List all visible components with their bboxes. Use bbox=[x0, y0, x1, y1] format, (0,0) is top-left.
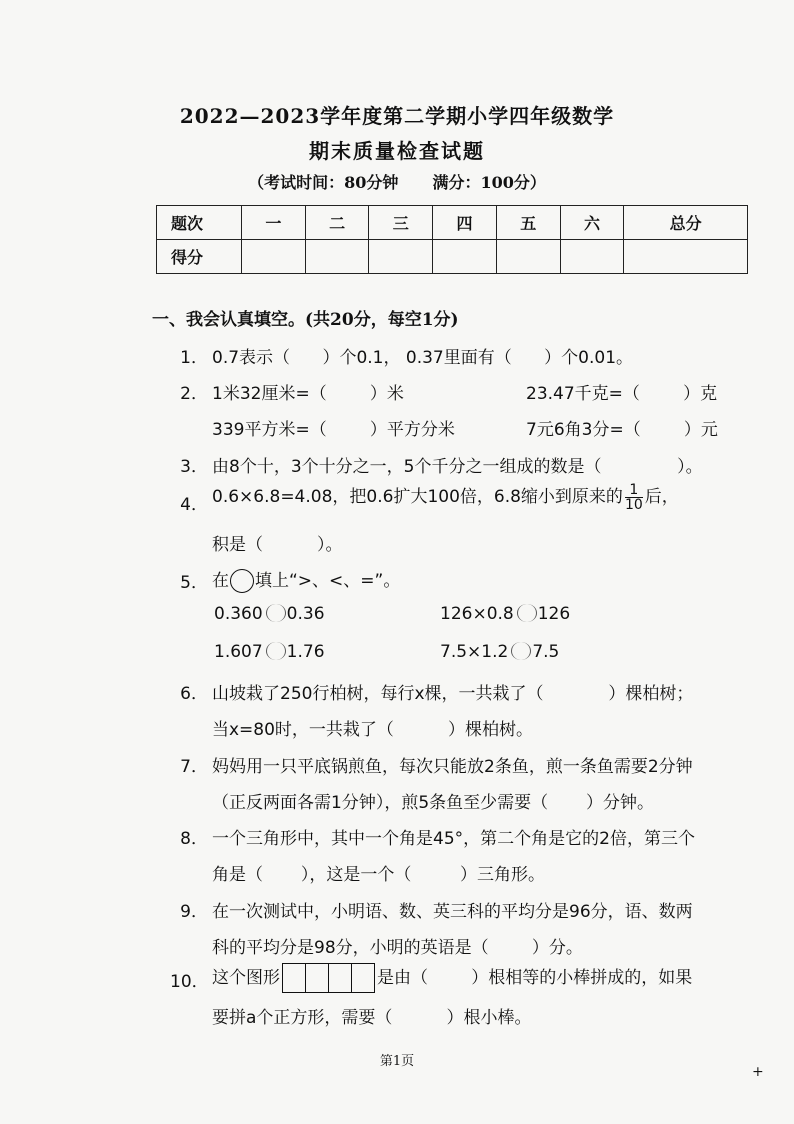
compare-left: 0.360 bbox=[214, 604, 263, 624]
score-table-row-header: 得分 bbox=[157, 240, 242, 274]
score-cell[interactable] bbox=[369, 240, 433, 274]
question-7-line2: （正反两面各需1分钟），煎5条鱼至少需要（ ）分钟。 bbox=[212, 793, 654, 813]
score-table-col: 六 bbox=[560, 206, 624, 240]
question-number: 7． bbox=[180, 757, 208, 777]
compare-blank[interactable] bbox=[263, 604, 287, 624]
score-table bbox=[156, 205, 748, 274]
question-number: 10． bbox=[170, 972, 209, 992]
question-number: 3． bbox=[180, 457, 208, 477]
question-2d: 7元6角3分=（ ）元 bbox=[526, 420, 718, 440]
score-table-col: 总分 bbox=[624, 206, 748, 240]
compare-right: 1.76 bbox=[286, 642, 325, 662]
question-number: 6． bbox=[180, 684, 208, 704]
exam-info bbox=[0, 170, 794, 193]
question-4 bbox=[212, 482, 679, 512]
circle-icon bbox=[230, 569, 254, 593]
question-1: 0.7表示（ ）个0.1， 0.37里面有（ ）个0.01。 bbox=[212, 348, 634, 368]
compare-right: 126 bbox=[537, 604, 571, 624]
compare-right: 0.36 bbox=[286, 604, 325, 624]
compare-a bbox=[214, 604, 325, 624]
question-number: 8． bbox=[180, 829, 208, 849]
exam-subtitle: 期末质量检查试题 bbox=[309, 139, 485, 163]
question-2a: 1米32厘米=（ ）米 bbox=[212, 384, 404, 404]
question-2b: 23.47千克=（ ）克 bbox=[526, 384, 718, 404]
compare-left: 1.607 bbox=[214, 642, 263, 662]
score-cell[interactable] bbox=[242, 240, 306, 274]
compare-left: 126×0.8 bbox=[440, 604, 514, 624]
question-4-text: 0.6×6.8=4.08，把0.6扩大100倍，6.8缩小到原来的 bbox=[212, 487, 623, 507]
score-cell[interactable] bbox=[624, 240, 748, 274]
question-8-line2: 角是（ ），这是一个（ ）三角形。 bbox=[212, 865, 545, 885]
compare-right: 7.5 bbox=[532, 642, 560, 662]
score-cell[interactable] bbox=[433, 240, 497, 274]
page-number: 第1页 bbox=[379, 1054, 415, 1069]
compare-c bbox=[214, 642, 325, 662]
compare-d bbox=[440, 642, 559, 662]
question-3: 由8个十，3个十分之一，5个千分之一组成的数是（ ）。 bbox=[212, 457, 703, 477]
question-10-line1 bbox=[212, 963, 692, 993]
exam-time: （考试时间：80分钟 bbox=[248, 173, 399, 192]
full-score: 满分：100分） bbox=[432, 173, 546, 192]
score-table-col: 一 bbox=[242, 206, 306, 240]
question-number: 2． bbox=[180, 384, 208, 404]
question-9-line2: 科的平均分是98分，小明的英语是（ ）分。 bbox=[212, 938, 583, 958]
question-6-line2: 当x=80时，一共栽了（ ）棵柏树。 bbox=[212, 720, 533, 740]
compare-blank[interactable] bbox=[263, 642, 287, 662]
score-table-col: 五 bbox=[496, 206, 560, 240]
question-5-text-after: 填上“>、<、=”。 bbox=[255, 571, 401, 591]
fraction-denominator: 10 bbox=[624, 496, 643, 513]
score-table-col: 三 bbox=[369, 206, 433, 240]
question-4-line2: 积是（ ）。 bbox=[212, 535, 343, 555]
compare-b bbox=[440, 604, 570, 624]
question-6-line1: 山坡栽了250行柏树，每行x棵，一共栽了（ ）棵柏树； bbox=[212, 684, 694, 704]
score-cell[interactable] bbox=[496, 240, 560, 274]
stick-squares-figure bbox=[282, 963, 375, 993]
question-4-text-after: 后， bbox=[644, 487, 679, 507]
question-7-line1: 妈妈用一只平底锅煎鱼，每次只能放2条鱼，煎一条鱼需要2分钟 bbox=[212, 757, 693, 777]
score-cell[interactable] bbox=[305, 240, 369, 274]
fraction-numerator: 1 bbox=[629, 481, 639, 498]
compare-blank[interactable] bbox=[514, 604, 538, 624]
question-2c: 339平方米=（ ）平方分米 bbox=[212, 420, 455, 440]
question-10-text: 这个图形 bbox=[212, 968, 280, 988]
question-8-line1: 一个三角形中，其中一个角是45°，第二个角是它的2倍，第三个 bbox=[212, 829, 695, 849]
question-5 bbox=[212, 566, 400, 593]
compare-left: 7.5×1.2 bbox=[440, 642, 509, 662]
question-10-text-after: 是由（ ）根相等的小棒拼成的，如果 bbox=[377, 968, 693, 988]
section-1-title: 一、我会认真填空。(共20分，每空1分) bbox=[152, 310, 459, 330]
score-table-header-row bbox=[157, 206, 748, 240]
question-5-text: 在 bbox=[212, 571, 229, 591]
compare-blank[interactable] bbox=[508, 642, 532, 662]
question-number: 5． bbox=[180, 573, 208, 593]
question-number: 1． bbox=[180, 348, 208, 368]
question-number: 4． bbox=[180, 495, 208, 515]
exam-title: 2022—2023学年度第二学期小学四年级数学 bbox=[179, 104, 615, 128]
score-table-row-header: 题次 bbox=[157, 206, 242, 240]
crosshair-mark: + bbox=[752, 1064, 764, 1080]
score-table-score-row bbox=[157, 240, 748, 274]
score-cell[interactable] bbox=[560, 240, 624, 274]
question-9-line1: 在一次测试中，小明语、数、英三科的平均分是96分，语、数两 bbox=[212, 902, 693, 922]
score-table-col: 四 bbox=[433, 206, 497, 240]
score-table-col: 二 bbox=[305, 206, 369, 240]
question-10-line2: 要拼a个正方形，需要（ ）根小棒。 bbox=[212, 1008, 532, 1028]
question-number: 9． bbox=[180, 902, 208, 922]
fraction bbox=[625, 483, 643, 512]
